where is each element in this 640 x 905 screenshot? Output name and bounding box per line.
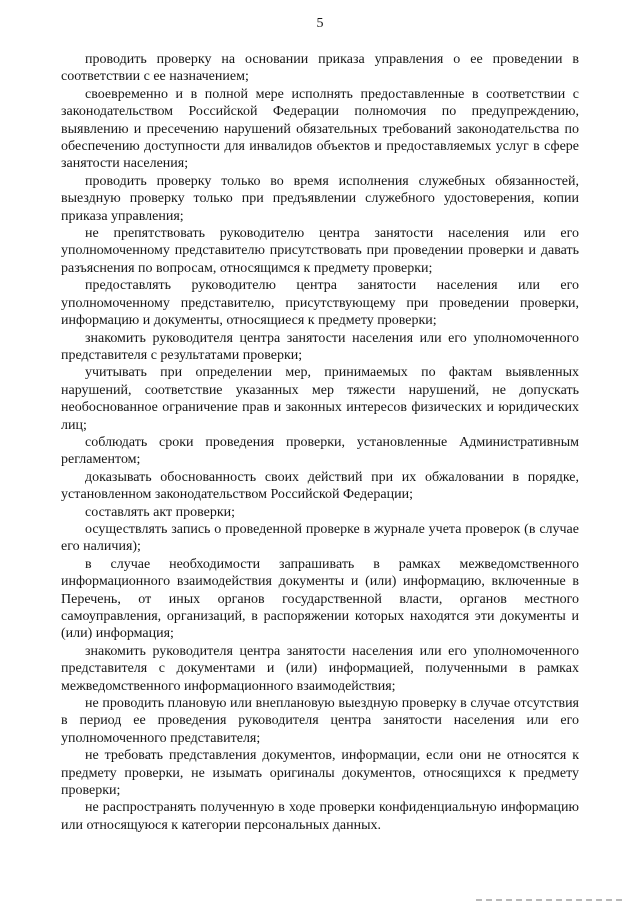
paragraph: проводить проверку на основании приказа управления о ее проведении в соответствии с ее назначением; bbox=[61, 52, 579, 85]
paragraph: доказывать обоснованность своих действий при их обжаловании в порядке, установленном законодательством Российской Федерации; bbox=[61, 469, 579, 503]
paragraph: не проводить плановую или внеплановую выездную проверку в случае отсутствия в период ее проведения руководителя центра занятости населения или его уполномоченного представителя; bbox=[61, 696, 579, 746]
paragraph: не требовать представления документов, информации, если они не относятся к предмету проверки, не изымать оригиналы документов, относящихся к предмету проверки; bbox=[61, 748, 579, 799]
paragraph: не препятствовать руководителю центра занятости населения или его уполномоченному представителю присутствовать при проведении проверки и давать разъяснения по вопросам, относящимся к предмету проверки; bbox=[61, 226, 579, 276]
paragraph: осуществлять запись о проведенной проверке в журнале учета проверок (в случае его наличия); bbox=[61, 521, 579, 555]
page-number: 5 bbox=[316, 16, 324, 31]
paragraph: учитывать при определении мер, принимаемых по фактам выявленных нарушений, соответствие указанных мер тяжести нарушений, не допускать необоснованное ограничение прав и законных интересов физических и юридических лиц; bbox=[61, 365, 579, 433]
scan-edge-mark bbox=[476, 899, 626, 901]
paragraph: не распространять полученную в ходе проверки конфиденциальную информацию или относящуюся к категории персональных данных. bbox=[61, 800, 579, 833]
document-body bbox=[61, 51, 579, 834]
paragraph: проводить проверку только во время исполнения служебных обязанностей, выездную проверку только при предъявлении служебного удостоверения, копии приказа управления; bbox=[61, 173, 579, 224]
paragraph: составлять акт проверки; bbox=[85, 504, 236, 520]
paragraph: знакомить руководителя центра занятости населения или его уполномоченного представителя с результатами проверки; bbox=[61, 330, 579, 363]
paragraph: своевременно и в полной мере исполнять предоставленные в соответствии с законодательством Российской Федерации полномочия по предупреждению, выявлению и пресечению нарушений обязательных требований законодательства по обеспечению доступности для инвалидов объектов и предоставляемых услуг в сфере занятости населения; bbox=[61, 86, 579, 172]
paragraph: предоставлять руководителю центра занятости населения или его уполномоченному представителю, присутствующему при проведении проверки, информацию и документы, относящиеся к предмету проверки; bbox=[61, 278, 579, 329]
paragraph: в случае необходимости запрашивать в рамках межведомственного информационного взаимодействия документы и (или) информацию, включенные в Перечень, от иных органов государственной власти, органов местного самоуправления, организаций, в распоряжении которых находятся эти документы и (или) информация; bbox=[61, 556, 579, 642]
paragraph: знакомить руководителя центра занятости населения или его уполномоченного представителя с документами и (или) информацией, полученными в рамках межведомственного информационного взаимодействия; bbox=[61, 643, 579, 694]
paragraph: соблюдать сроки проведения проверки, установленные Административным регламентом; bbox=[61, 434, 579, 468]
